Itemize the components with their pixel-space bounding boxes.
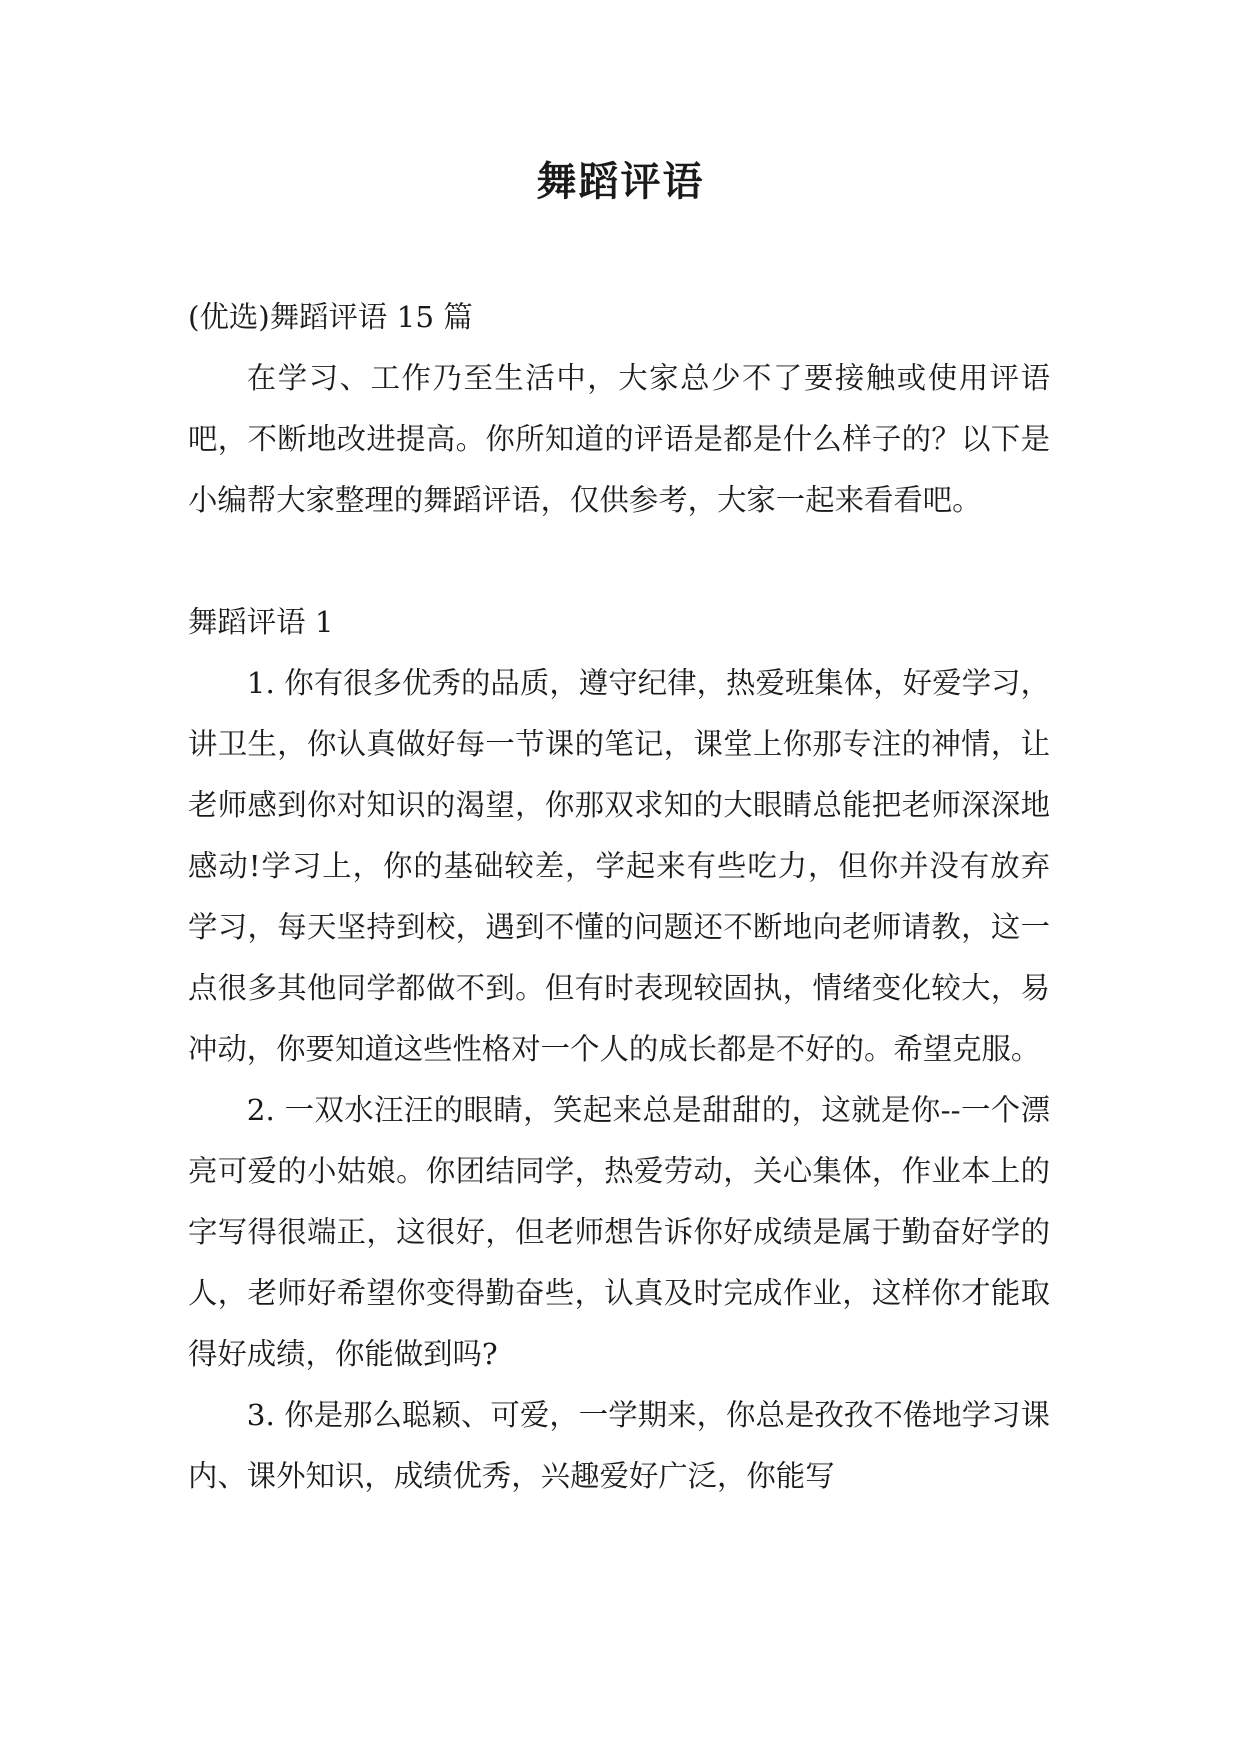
document-subtitle: (优选)舞蹈评语 15 篇 (188, 300, 473, 334)
comment-item-2: 2. 一双水汪汪的眼睛，笑起来总是甜甜的，这就是你--一个漂亮可爱的小姑娘。你团结同学，热爱劳动，关心集体，作业本上的字写得很端正，这很好，但老师想告诉你好成绩是属于勤奋好学的人，老师好希望你变得勤奋些，认真及时完成作业，这样你才能取得好成绩，你能做到吗? (188, 1093, 1050, 1371)
comment-item-1: 1. 你有很多优秀的品质，遵守纪律，热爱班集体，好爱学习，讲卫生，你认真做好每一节课的笔记，课堂上你那专注的神情，让老师感到你对知识的渴望，你那双求知的大眼睛总能把老师深深地感动!学习上，你的基础较差，学起来有些吃力，但你并没有放弃学习，每天坚持到校，遇到不懂的问题还不断地向老师请教，这一点很多其他同学都做不到。但有时表现较固执，情绪变化较大，易冲动，你要知道这些性格对一个人的成长都是不好的。希望克服。 (188, 666, 1050, 1066)
section-heading: 舞蹈评语 1 (188, 605, 334, 639)
document-body (188, 287, 1050, 1507)
document-title: 舞蹈评语 (536, 159, 705, 205)
intro-paragraph: 在学习、工作乃至生活中，大家总少不了要接触或使用评语吧，不断地改进提高。你所知道的评语是都是什么样子的？以下是小编帮大家整理的舞蹈评语，仅供参考，大家一起来看看吧。 (188, 361, 1050, 517)
comment-item-3: 3. 你是那么聪颖、可爱，一学期来，你总是孜孜不倦地学习课内、课外知识，成绩优秀，兴趣爱好广泛，你能写 (188, 1398, 1050, 1493)
